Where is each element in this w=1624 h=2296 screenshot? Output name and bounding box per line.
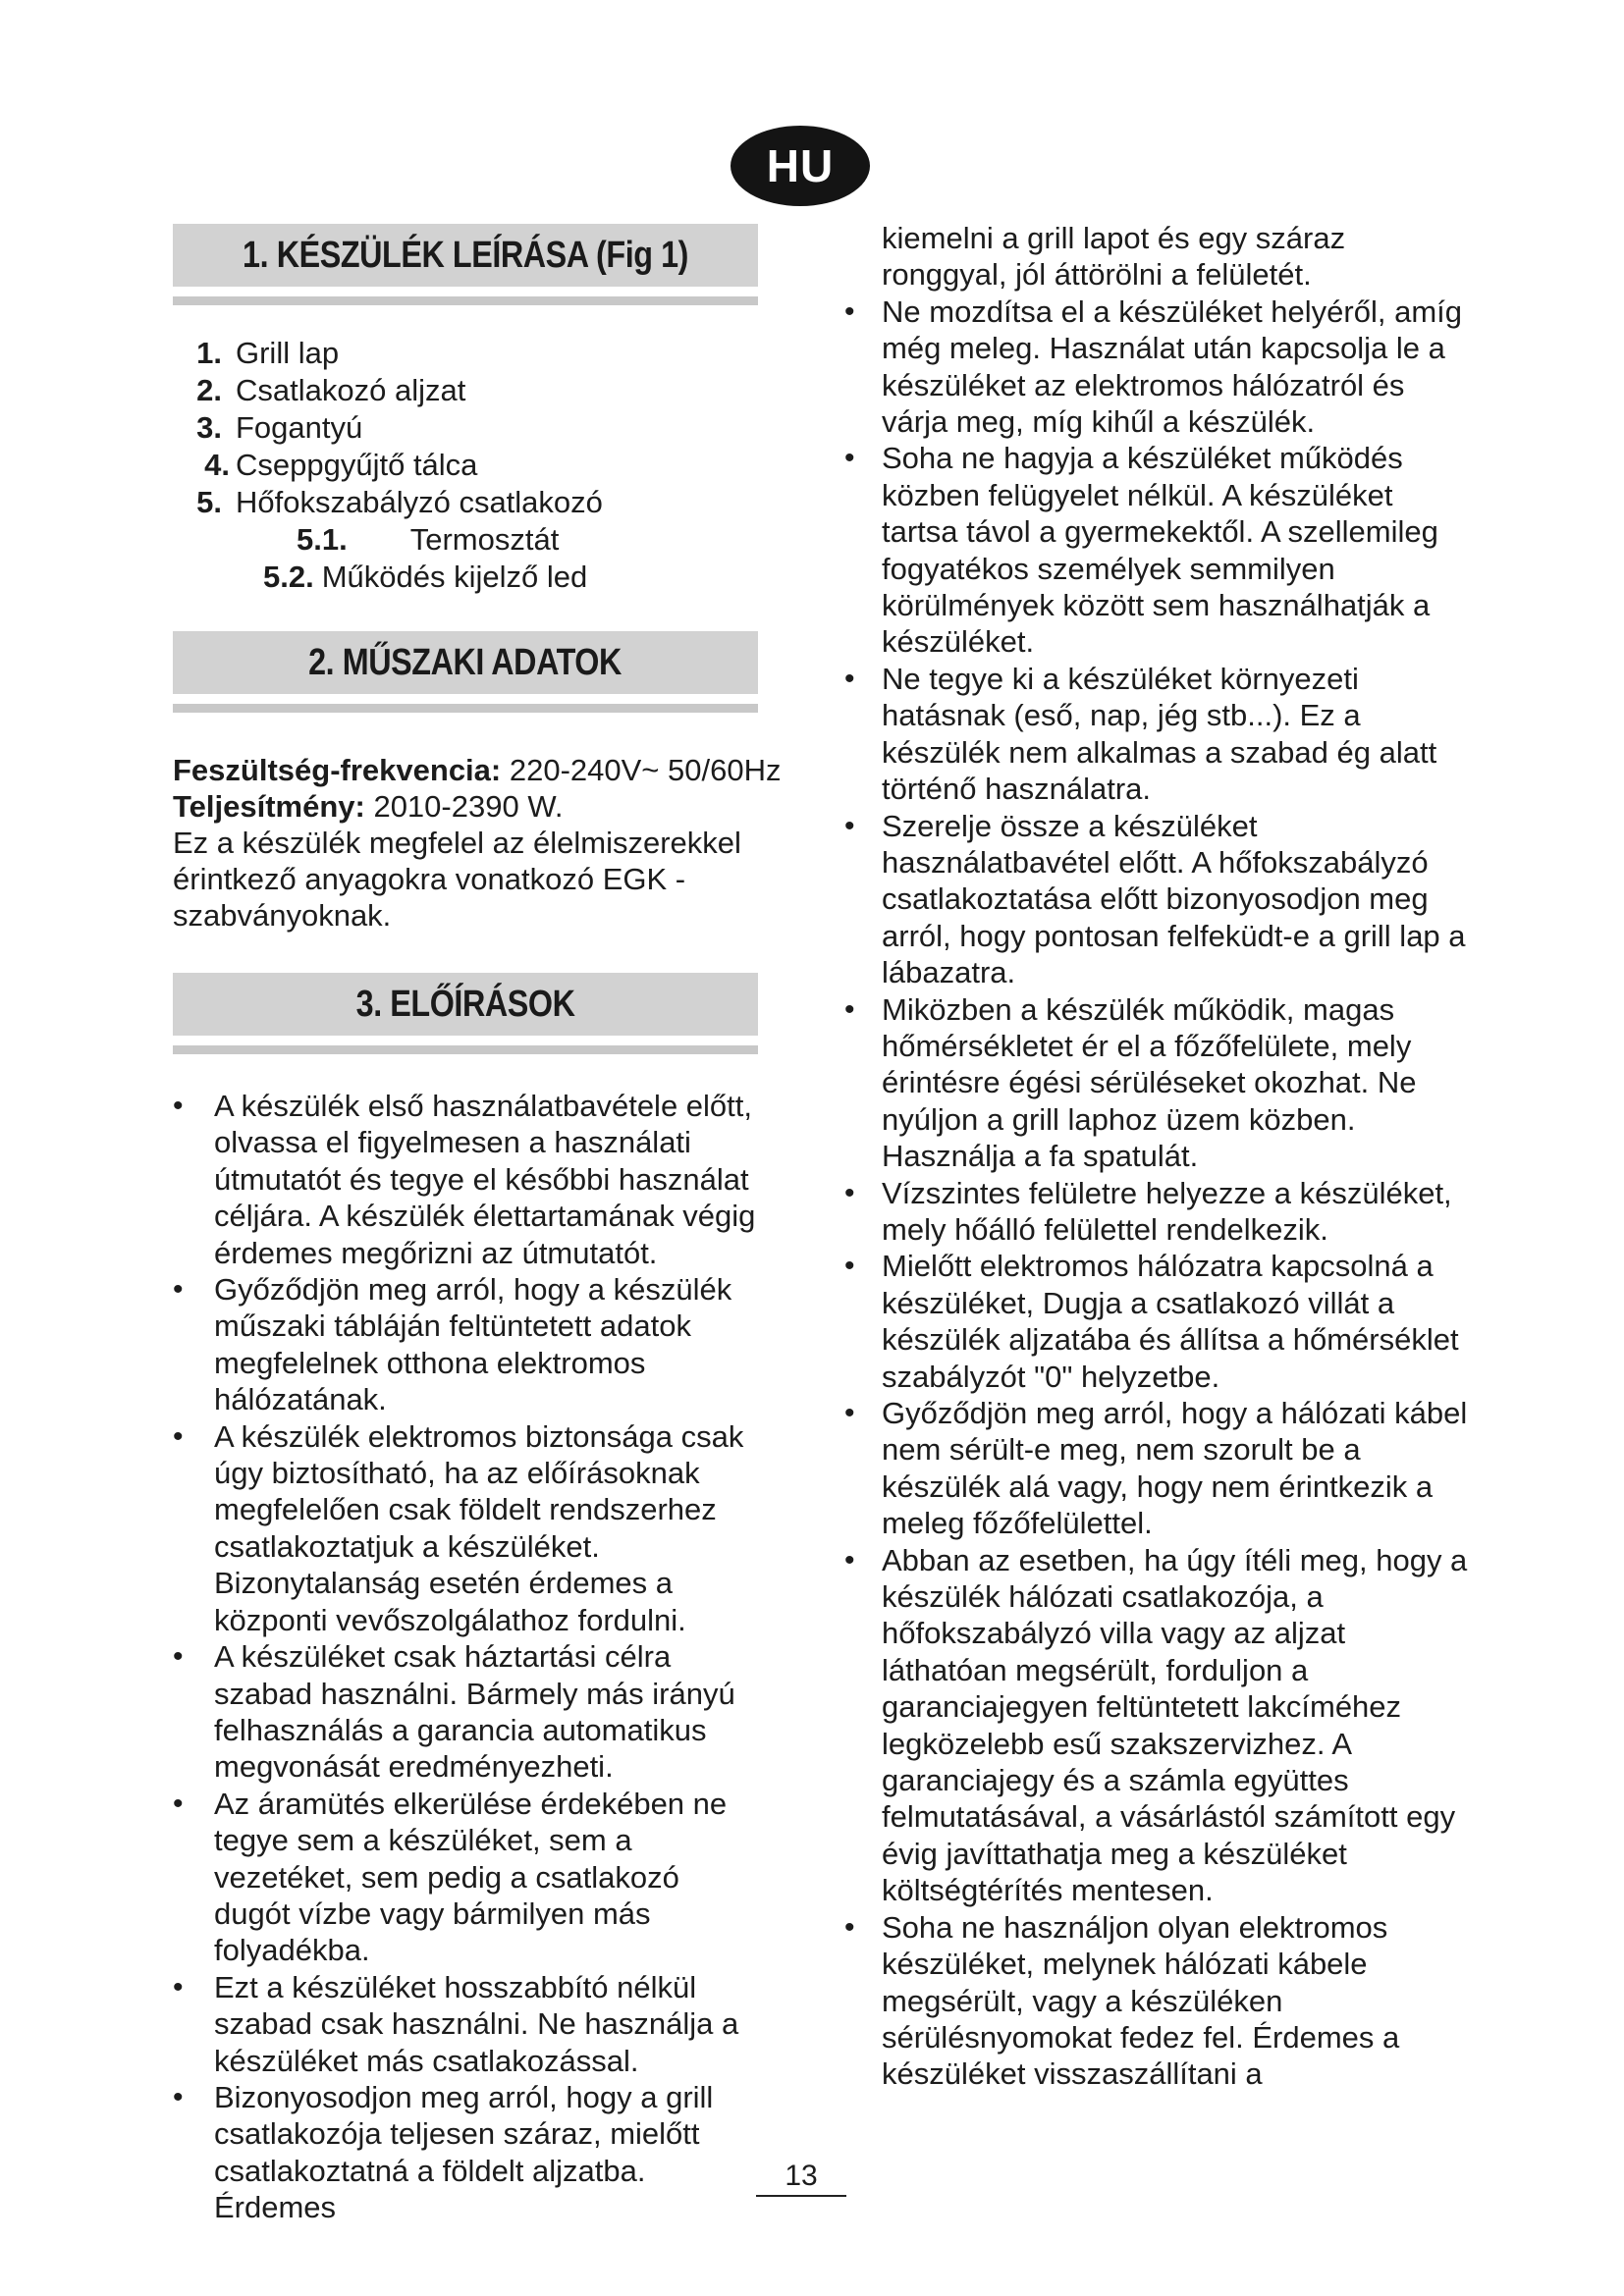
list-item: • A készüléket csak háztartási célra szabad használni. Bármely más irányú felhasználás a garancia automatikus megvonását eredményezheti.	[173, 1638, 762, 1786]
section-title: 3. ELŐÍRÁSOK	[355, 983, 575, 1025]
section-rule	[173, 704, 758, 713]
rules-list-left	[173, 1088, 762, 2226]
section-title: 2. MŰSZAKI ADATOK	[308, 641, 623, 683]
list-item: • Győződjön meg arról, hogy a készülék műszaki tábláján feltüntetett adatok megfelelnek otthona elektromos hálózatának.	[173, 1271, 762, 1418]
list-item	[173, 372, 782, 409]
subitem-number: 5.2.	[263, 560, 314, 594]
subitem-number: 5.1.	[297, 522, 348, 557]
section-header-rules	[173, 973, 758, 1054]
item-number: 2.	[196, 373, 222, 407]
list-item: • Mielőtt elektromos hálózatra kapcsolná a készüléket, Dugja a csatlakozó villát a készülék aljzatába és állítsa a hőmérséklet szabályzót "0" helyzetbe.	[840, 1248, 1469, 1395]
list-item: • Vízszintes felületre helyezze a készüléket, mely hőálló felülettel rendelkezik.	[840, 1175, 1469, 1249]
item-label: Csatlakozó aljzat	[236, 373, 466, 407]
section-title-bar	[173, 973, 758, 1036]
power-value: 2010-2390 W.	[373, 789, 564, 824]
list-item: • Győződjön meg arról, hogy a hálózati kábel nem sérült-e meg, nem szorult be a készülék alá vagy, hogy nem érintkezik a meleg főzőfelülettel.	[840, 1395, 1469, 1542]
power-label: Teljesítmény:	[173, 789, 365, 824]
item-number: 5.	[196, 485, 222, 519]
section-rule	[173, 296, 758, 305]
language-badge	[731, 126, 870, 206]
list-item	[173, 484, 782, 521]
power-line	[173, 788, 782, 825]
voltage-value: 220-240V~ 50/60Hz	[509, 753, 782, 787]
list-item: • Abban az esetben, ha úgy ítéli meg, hogy a készülék hálózati csatlakozója, a hőfokszabályzó villa vagy az aljzat láthatóan megsérült, forduljon a garanciajegyen feltüntetett lakcíméhez legközelebb esű szakszervizhez. A garanciajegy és a számla együttes felmutatásával, a vásárlástól számított egy évig javíttathatja meg a készüléket költségtérítés mentesen.	[840, 1542, 1469, 1909]
language-code: HU	[766, 140, 835, 191]
left-column	[173, 224, 782, 2226]
subitem-label: Termosztát	[409, 522, 560, 557]
section-title-bar	[173, 224, 758, 287]
list-item: • Miközben a készülék működik, magas hőmérsékletet ér el a főzőfelülete, mely érintésre égési sérüléseket okozhat. Ne nyúljon a grill laphoz üzem közben. Használja a fa spatulát.	[840, 991, 1469, 1175]
item-label: Grill lap	[236, 336, 340, 370]
continuation-text: kiemelni a grill lapot és egy száraz ronggyal, jól áttörölni a felületét.	[882, 221, 1346, 293]
voltage-label: Feszültség-frekvencia:	[173, 753, 502, 787]
item-number: 1.	[196, 336, 222, 370]
list-subitem	[173, 559, 782, 596]
list-item: • Soha ne használjon olyan elektromos készüléket, melynek hálózati kábele megsérült, vagy a készüléken sérülésnyomokat fedez fel. Érdemes a készüléket visszaszállítani a	[840, 1909, 1469, 2093]
section-header-specs	[173, 631, 758, 713]
item-label: Fogantyú	[236, 410, 363, 445]
list-item: • Ne mozdítsa el a készüléket helyéről, amíg még meleg. Használat után kapcsolja le a készüléket az elektromos hálózatról és várja meg, míg kihűl a készülék.	[840, 294, 1469, 441]
section-title-bar	[173, 631, 758, 694]
subitem-label: Működés kijelző led	[321, 560, 588, 594]
list-item: • Soha ne hagyja a készüléket működés közben felügyelet nélkül. A készüléket tartsa távol a gyermekektől. A szellemileg fogyatékos személyek semmilyen körülmények között sem használhatják a készüléket.	[840, 440, 1469, 660]
compliance-text: Ez a készülék megfelel az élelmiszerekkel érintkező anyagokra vonatkozó EGK -szabványoknak.	[173, 826, 741, 933]
list-item	[173, 335, 782, 372]
rules-list-right	[840, 294, 1469, 2093]
voltage-line	[173, 752, 782, 788]
section-header-description	[173, 224, 758, 305]
item-label: Hőfokszabályzó csatlakozó	[236, 485, 603, 519]
parts-list	[173, 335, 782, 596]
list-item: • A készülék első használatbavétele előtt, olvassa el figyelmesen a használati útmutatót és tegye el későbbi használat céljára. A készülék élettartamának végig érdemes megőrizni az útmutatót.	[173, 1088, 762, 1271]
list-item: • Ezt a készüléket hosszabbító nélkül szabad csak használni. Ne használja a készüléket más csatlakozással.	[173, 1969, 762, 2079]
item-label: Cseppgyűjtő tálca	[236, 448, 478, 482]
list-item: • Az áramütés elkerülése érdekében ne tegye sem a készüléket, sem a vezetéket, sem pedig a csatlakozó dugót vízbe vagy bármilyen más folyadékba.	[173, 1786, 762, 1969]
section-rule	[173, 1045, 758, 1054]
section-title: 1. KÉSZÜLÉK LEÍRÁSA (Fig 1)	[243, 234, 688, 276]
list-item: • A készülék elektromos biztonsága csak úgy biztosítható, ha az előírásoknak megfelelően csak földelt rendszerhez csatlakoztatjuk a készüléket. Bizonytalanság esetén érdemes a központi vevőszolgálathoz fordulni.	[173, 1418, 762, 1638]
specs-block	[173, 752, 782, 934]
list-item	[173, 447, 782, 484]
list-item: • Szerelje össze a készüléket használatbavétel előtt. A hőfokszabályzó csatlakoztatása előtt bizonyosodjon meg arról, hogy pontosan felfeküdt-e a grill lap a lábazatra.	[840, 808, 1469, 991]
item-number: 4.	[204, 448, 230, 482]
right-column	[840, 220, 1469, 2093]
list-item: • Bizonyosodjon meg arról, hogy a grill csatlakozója teljesen száraz, mielőtt csatlakoztatná a földelt aljzatba. Érdemes	[173, 2079, 762, 2226]
page-number: 13	[756, 2160, 846, 2197]
list-item	[173, 409, 782, 447]
list-subitem	[173, 521, 782, 559]
item-number: 3.	[196, 410, 222, 445]
list-item: • Ne tegye ki a készüléket környezeti hatásnak (eső, nap, jég stb...). Ez a készülék nem alkalmas a szabad ég alatt történő használatra.	[840, 661, 1469, 808]
